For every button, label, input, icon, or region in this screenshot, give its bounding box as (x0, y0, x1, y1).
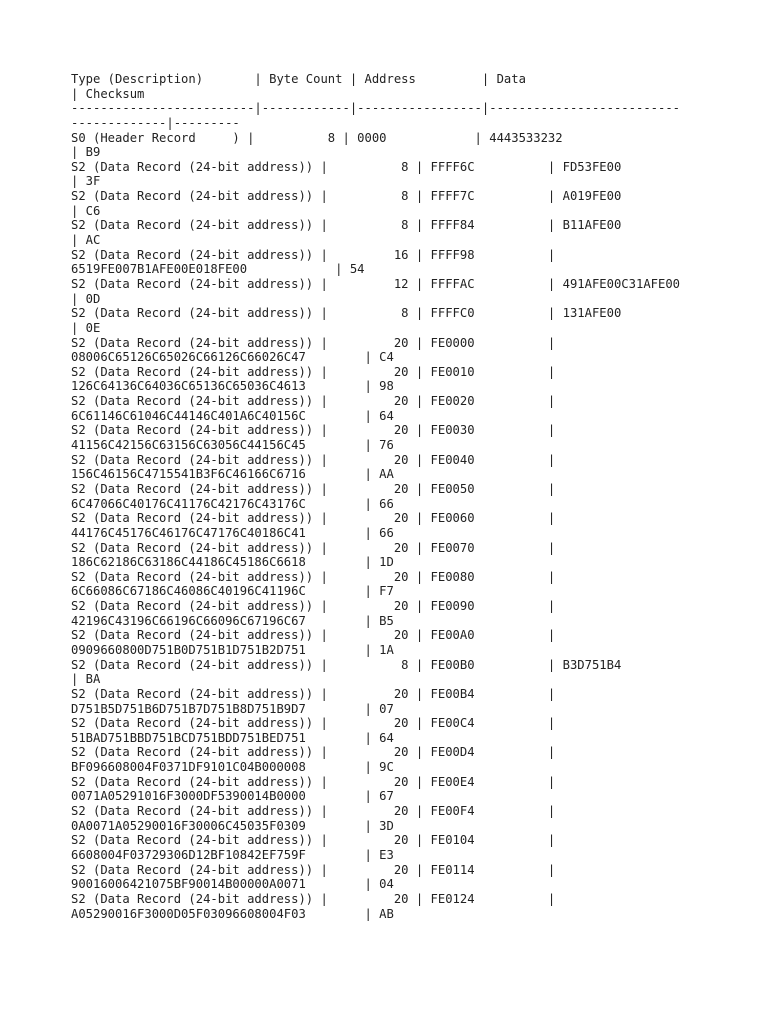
table-row-line: S2 (Data Record (24-bit address)) | 8 | FE00B0 | B3D751B4 (71, 657, 622, 672)
table-row-line: 41156C42156C63156C63056C44156C45 | 76 (71, 438, 394, 453)
table-row-line: 156C46156C4715541B3F6C46166C6716 | AA (71, 467, 394, 482)
table-row-line: | 0D (71, 291, 101, 306)
table-row-line: S2 (Data Record (24-bit address)) | 20 | FE0010 | (71, 364, 556, 379)
table-row-line: 0909660800D751B0D751B1D751B2D751 | 1A (71, 642, 394, 657)
table-row-line: S2 (Data Record (24-bit address)) | 20 | FE00C4 | (71, 716, 556, 731)
table-row-line: S2 (Data Record (24-bit address)) | 12 | FFFFAC | 491AFE00C31AFE00 (71, 276, 681, 291)
table-header-line: | Checksum (71, 86, 145, 101)
table-row-line: 6608004F03729306D12BF10842EF759F | E3 (71, 847, 394, 862)
table-row-line: 126C64136C64036C65136C65036C4613 | 98 (71, 379, 394, 394)
table-row-line: S2 (Data Record (24-bit address)) | 8 | FFFF6C | FD53FE00 (71, 159, 622, 174)
table-row-line: S2 (Data Record (24-bit address)) | 20 | FE00D4 | (71, 745, 556, 760)
table-row-line: | B9 (71, 145, 101, 160)
table-row-line: S2 (Data Record (24-bit address)) | 20 | FE0104 | (71, 833, 556, 848)
table-row-line: S2 (Data Record (24-bit address)) | 20 | FE00A0 | (71, 628, 556, 643)
table-row-line: 90016006421075BF90014B00000A0071 | 04 (71, 877, 394, 892)
table-header-line: Type (Description) | Byte Count | Address | Data (71, 72, 526, 86)
table-row-line: S2 (Data Record (24-bit address)) | 20 | FE0124 | (71, 891, 556, 906)
table-row-line: D751B5D751B6D751B7D751B8D751B9D7 | 07 (71, 701, 394, 716)
table-row-line: | 3F (71, 174, 101, 189)
table-row-line: S2 (Data Record (24-bit address)) | 20 | FE0050 | (71, 481, 556, 496)
table-row-line: S2 (Data Record (24-bit address)) | 8 | FFFFC0 | 131AFE00 (71, 306, 622, 321)
table-row-line: S2 (Data Record (24-bit address)) | 20 | FE00F4 | (71, 804, 556, 819)
table-row-line: S2 (Data Record (24-bit address)) | 8 | FFFF84 | B11AFE00 (71, 218, 622, 233)
table-row-line: S2 (Data Record (24-bit address)) | 20 | FE0090 | (71, 599, 556, 614)
table-row-line: S2 (Data Record (24-bit address)) | 20 | FE0080 | (71, 569, 556, 584)
table-row-line: S2 (Data Record (24-bit address)) | 20 | FE0030 | (71, 423, 556, 438)
table-row-line: A05290016F3000D05F03096608004F03 | AB (71, 906, 394, 921)
table-row-line: S2 (Data Record (24-bit address)) | 20 | FE0020 | (71, 394, 556, 409)
srecord-table-text (71, 72, 680, 921)
table-row-line: S2 (Data Record (24-bit address)) | 20 | FE0070 | (71, 540, 556, 555)
table-row-line: BF096608004F0371DF9101C04B000008 | 9C (71, 760, 394, 775)
table-row-line: S2 (Data Record (24-bit address)) | 20 | FE00B4 | (71, 686, 556, 701)
table-row-line: S2 (Data Record (24-bit address)) | 20 | FE0060 | (71, 511, 556, 526)
table-row-line: 44176C45176C46176C47176C40186C41 | 66 (71, 525, 394, 540)
table-row-line: 42196C43196C66196C66096C67196C67 | B5 (71, 613, 394, 628)
table-row-line: | 0E (71, 320, 101, 335)
table-separator-line: -------------------------|------------|-----------------|-------------------------- (71, 101, 681, 116)
table-row-line: S2 (Data Record (24-bit address)) | 16 | FFFF98 | (71, 247, 556, 262)
table-separator-line: -------------|--------- (71, 115, 240, 130)
table-row-line: S2 (Data Record (24-bit address)) | 8 | FFFF7C | A019FE00 (71, 189, 622, 204)
table-row-line: 186C62186C63186C44186C45186C6618 | 1D (71, 555, 394, 570)
table-row-line: 0A0071A05290016F30006C45035F0309 | 3D (71, 818, 394, 833)
table-row-line: 6519FE007B1AFE00E018FE00 | 54 (71, 262, 365, 277)
table-row-line: S2 (Data Record (24-bit address)) | 20 | FE0000 | (71, 335, 556, 350)
table-row-line: | AC (71, 233, 101, 248)
table-row-line: S2 (Data Record (24-bit address)) | 20 | FE0114 | (71, 862, 556, 877)
table-row-line: S2 (Data Record (24-bit address)) | 20 | FE00E4 | (71, 774, 556, 789)
table-row-line: | BA (71, 672, 101, 687)
table-row-line: 6C66086C67186C46086C40196C41196C | F7 (71, 584, 394, 599)
table-row-line: 08006C65126C65026C66126C66026C47 | C4 (71, 350, 394, 365)
table-row-line: 0071A05291016F3000DF5390014B0000 | 67 (71, 789, 394, 804)
table-row-line: | C6 (71, 203, 101, 218)
table-row-line: S0 (Header Record ) | 8 | 0000 | 4443533232 (71, 130, 563, 145)
table-row-line: S2 (Data Record (24-bit address)) | 20 | FE0040 | (71, 452, 556, 467)
table-row-line: 51BAD751BBD751BCD751BDD751BED751 | 64 (71, 730, 394, 745)
table-row-line: 6C47066C40176C41176C42176C43176C | 66 (71, 496, 394, 511)
table-row-line: 6C61146C61046C44146C401A6C40156C | 64 (71, 408, 394, 423)
